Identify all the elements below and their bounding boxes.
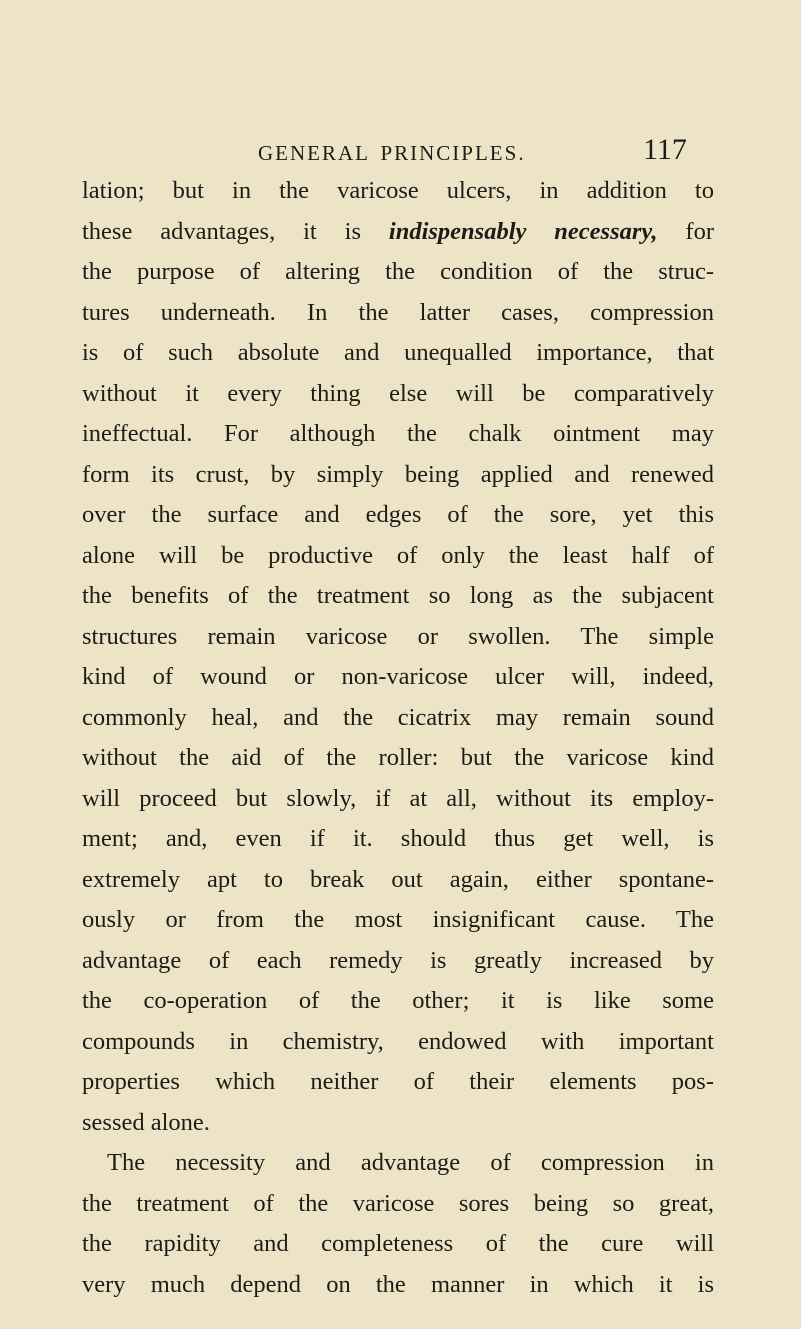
text-line: The necessity and advantage of compression in: [107, 1149, 714, 1176]
text-line: extremely apt to break out again, either spontane-: [82, 865, 714, 893]
text-line: is of such absolute and unequalled importance, that: [82, 339, 714, 366]
text-line: kind of wound or non-varicose ulcer will, indeed,: [82, 663, 714, 690]
text-line: advantage of each remedy is greatly increased by: [82, 946, 714, 974]
text-line: without it every thing else will be comparatively: [82, 379, 714, 407]
body-text: [82, 171, 714, 1305]
text-line: sessed alone.: [82, 1108, 210, 1136]
text-line: the benefits of the treatment so long as the subjacent: [82, 582, 714, 609]
text-line: properties which neither of their elements pos-: [82, 1068, 714, 1095]
text-line: lation; but in the varicose ulcers, in addition to: [82, 177, 714, 204]
text-line: will proceed but slowly, if at all, without its employ-: [82, 784, 714, 812]
text-line: tures underneath. In the latter cases, compression: [82, 298, 714, 326]
text-line: the treatment of the varicose sores being so great,: [82, 1189, 714, 1217]
text-line: without the aid of the roller: but the varicose kind: [82, 744, 714, 771]
emphasized-phrase: indispensably necessary,: [388, 217, 658, 245]
text-line: compounds in chemistry, endowed with important: [82, 1027, 714, 1055]
text-line: the purpose of altering the condition of the struc-: [82, 258, 714, 285]
text-line: commonly heal, and the cicatrix may remain sound: [82, 703, 714, 731]
running-title: GENERAL PRINCIPLES.: [258, 141, 526, 165]
text-line: over the surface and edges of the sore, yet this: [82, 501, 714, 528]
text-line: these advantages, it is indispensably necessary, for: [82, 217, 714, 245]
text-line: ineffectual. For although the chalk ointment may: [82, 420, 714, 447]
page-number: 117: [643, 133, 687, 166]
text-line: ment; and, even if it. should thus get well, is: [82, 825, 714, 852]
text-line: alone will be productive of only the least half of: [82, 541, 714, 569]
running-head: [0, 133, 801, 173]
text-line: structures remain varicose or swollen. The simple: [82, 622, 714, 650]
text-line: the co-operation of the other; it is like some: [82, 987, 714, 1014]
text-line: very much depend on the manner in which it is: [82, 1270, 714, 1298]
text-line: ously or from the most insignificant cause. The: [82, 906, 714, 933]
text-line: form its crust, by simply being applied and renewed: [82, 460, 714, 488]
text-line: the rapidity and completeness of the cure will: [82, 1230, 714, 1257]
